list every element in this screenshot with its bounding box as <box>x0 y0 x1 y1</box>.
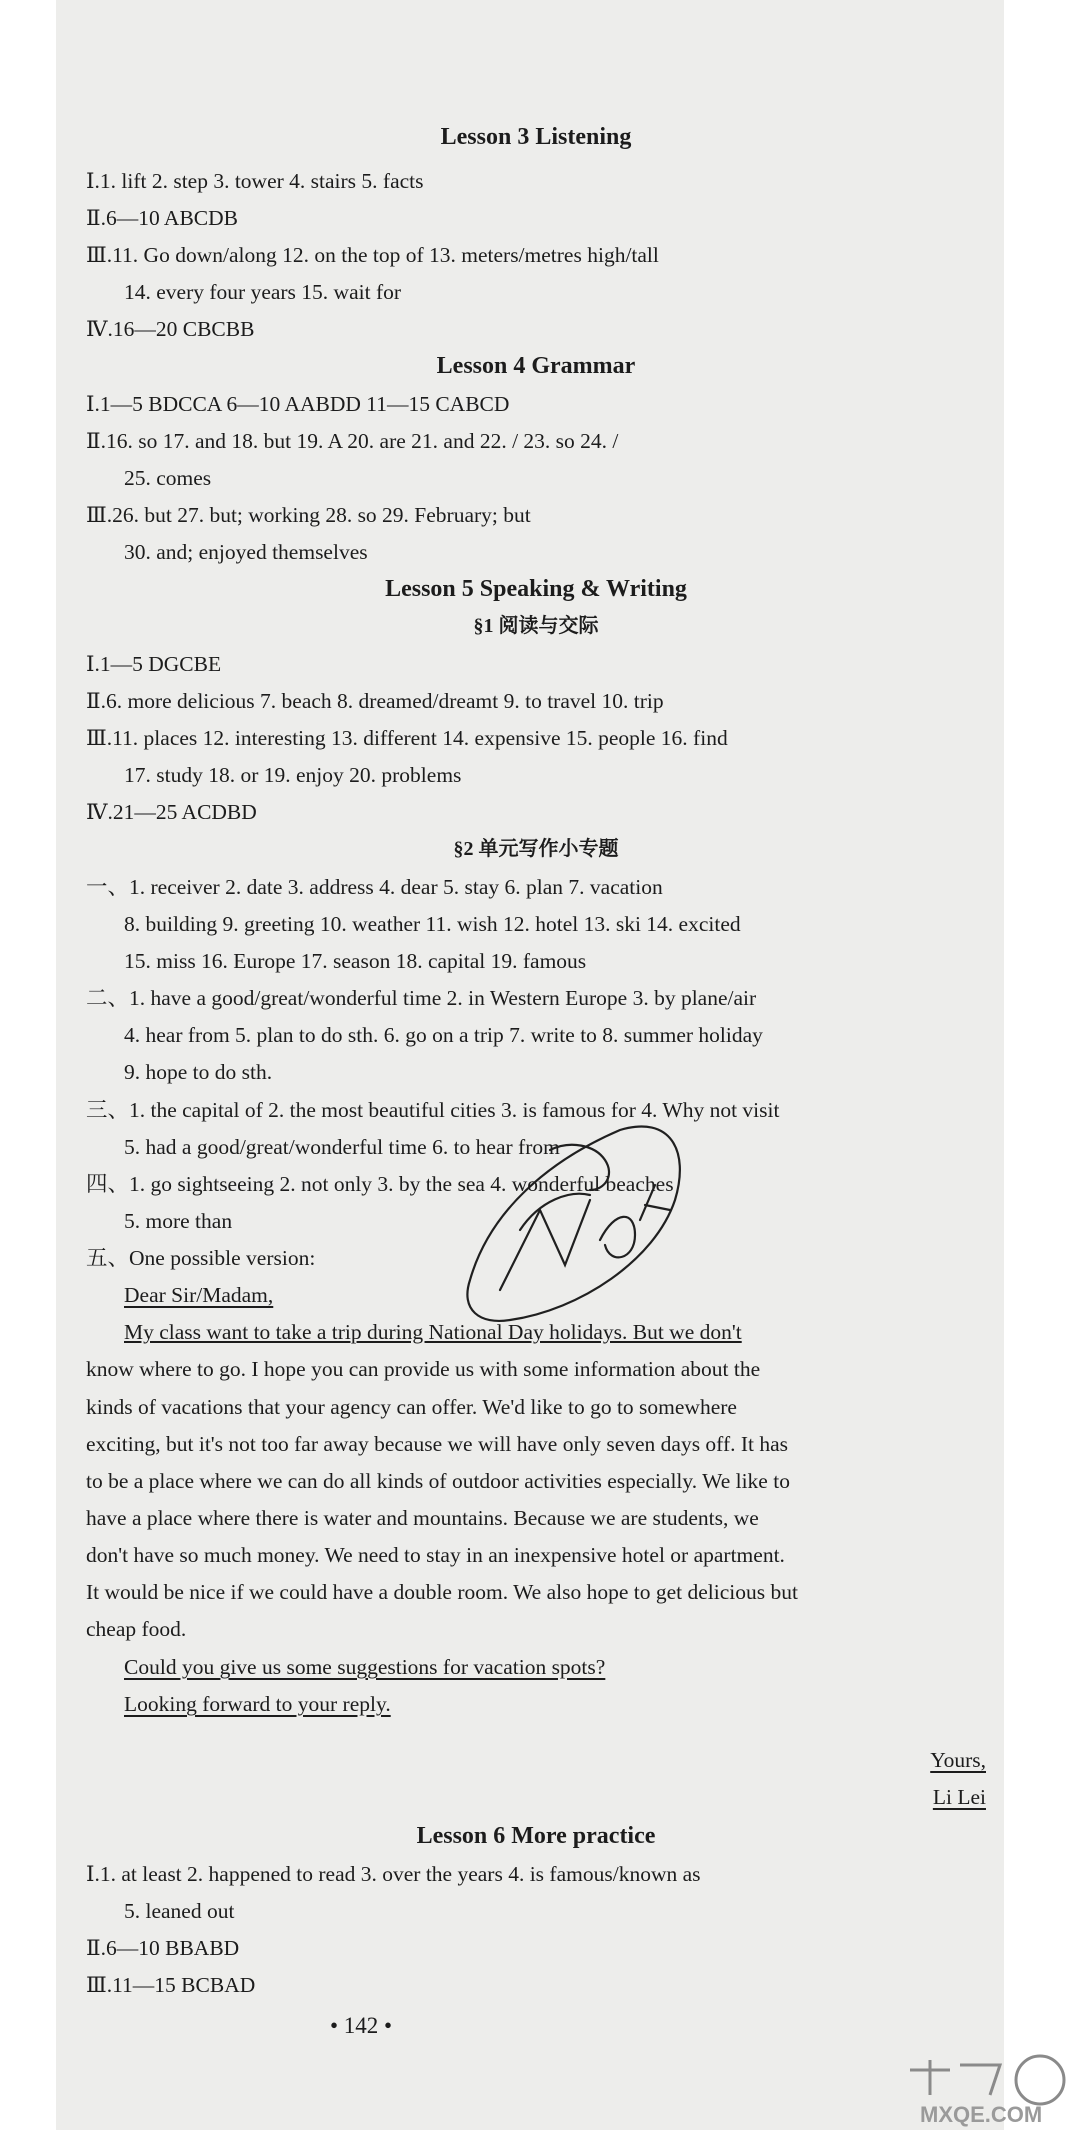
lesson-heading: Lesson 6 More practice <box>416 1823 656 1849</box>
answer-line: 14. every four years 15. wait for <box>124 280 402 304</box>
answer-line: Yours, <box>930 1748 986 1772</box>
answer-line: Ⅰ.1—5 BDCCA 6—10 AABDD 11—15 CABCD <box>86 392 510 416</box>
answer-line: 5. more than <box>124 1209 233 1233</box>
answer-line: Ⅱ.6. more delicious 7. beach 8. dreamed/dreamt 9. to travel 10. trip <box>86 689 664 713</box>
answer-line: Ⅱ.16. so 17. and 18. but 19. A 20. are 21. and 22. / 23. so 24. / <box>86 429 619 453</box>
page-number: • 142 • <box>330 2013 393 2038</box>
answer-line: to be a place where we can do all kinds of outdoor activities especially. We like to <box>86 1469 790 1493</box>
answer-line: Dear Sir/Madam, <box>124 1283 274 1307</box>
answer-line: Li Lei <box>932 1785 986 1809</box>
svg-text:MXQE.COM: MXQE.COM <box>920 2102 1043 2127</box>
lesson-heading: Lesson 3 Listening <box>440 124 632 150</box>
answer-line: cheap food. <box>86 1617 187 1641</box>
answer-line: It would be nice if we could have a double room. We also hope to get delicious but <box>86 1580 798 1604</box>
answer-line: have a place where there is water and mountains. Because we are students, we <box>86 1506 759 1530</box>
answer-line: Could you give us some suggestions for vacation spots? <box>124 1655 606 1679</box>
answer-line: exciting, but it's not too far away because we will have only seven days off. It has <box>86 1432 789 1456</box>
answer-line: 17. study 18. or 19. enjoy 20. problems <box>124 763 462 787</box>
answer-line: 三、1. the capital of 2. the most beautiful cities 3. is famous for 4. Why not visit <box>86 1098 780 1122</box>
stamp-logo <box>890 2050 1080 2130</box>
answer-line: 4. hear from 5. plan to do sth. 6. go on a trip 7. write to 8. summer holiday <box>124 1023 763 1047</box>
section-heading: §1 阅读与交际 <box>473 615 599 637</box>
answer-line: Ⅰ.1. at least 2. happened to read 3. over the years 4. is famous/known as <box>86 1862 701 1886</box>
answer-line: Ⅲ.11. Go down/along 12. on the top of 13. meters/metres high/tall <box>86 243 659 267</box>
answer-line: know where to go. I hope you can provide us with some information about the <box>86 1357 761 1381</box>
answer-line: don't have so much money. We need to stay in an inexpensive hotel or apartment. <box>86 1543 785 1567</box>
answer-line: 25. comes <box>124 466 212 490</box>
answer-line: 5. leaned out <box>124 1899 235 1923</box>
answer-line: My class want to take a trip during National Day holidays. But we don't <box>124 1320 742 1344</box>
lesson-heading: Lesson 4 Grammar <box>436 353 636 379</box>
answer-line: Ⅱ.6—10 ABCDB <box>86 206 239 230</box>
answer-line: 5. had a good/great/wonderful time 6. to hear from <box>124 1135 560 1159</box>
answer-line: 五、One possible version: <box>86 1246 316 1270</box>
answer-line: Ⅲ.11—15 BCBAD <box>86 1973 256 1997</box>
answer-line: Ⅰ.1—5 DGCBE <box>86 652 222 676</box>
answer-line: 9. hope to do sth. <box>124 1060 273 1084</box>
answer-line: 8. building 9. greeting 10. weather 11. wish 12. hotel 13. ski 14. excited <box>124 912 741 936</box>
answer-line: kinds of vacations that your agency can offer. We'd like to go to somewhere <box>86 1395 737 1419</box>
answer-key-page <box>56 0 1004 2130</box>
answer-line: Ⅳ.21—25 ACDBD <box>86 800 257 824</box>
answer-line: 15. miss 16. Europe 17. season 18. capital 19. famous <box>124 949 587 973</box>
answer-line: Looking forward to your reply. <box>124 1692 391 1716</box>
answer-line: 一、1. receiver 2. date 3. address 4. dear 5. stay 6. plan 7. vacation <box>86 875 663 899</box>
answer-line: 四、1. go sightseeing 2. not only 3. by the sea 4. wonderful beaches <box>86 1172 674 1196</box>
answer-line: 30. and; enjoyed themselves <box>124 540 368 564</box>
answer-line: 二、1. have a good/great/wonderful time 2. in Western Europe 3. by plane/air <box>86 986 757 1010</box>
answer-line: Ⅲ.11. places 12. interesting 13. different 14. expensive 15. people 16. find <box>86 726 728 750</box>
answer-line: Ⅲ.26. but 27. but; working 28. so 29. February; but <box>86 503 531 527</box>
answer-content <box>86 0 986 2130</box>
section-heading: §2 单元写作小专题 <box>453 838 619 860</box>
answer-line: Ⅱ.6—10 BBABD <box>86 1936 240 1960</box>
answer-line: Ⅰ.1. lift 2. step 3. tower 4. stairs 5. facts <box>86 169 424 193</box>
lesson-heading: Lesson 5 Speaking & Writing <box>385 576 687 602</box>
answer-line: Ⅳ.16—20 CBCBB <box>86 317 255 341</box>
